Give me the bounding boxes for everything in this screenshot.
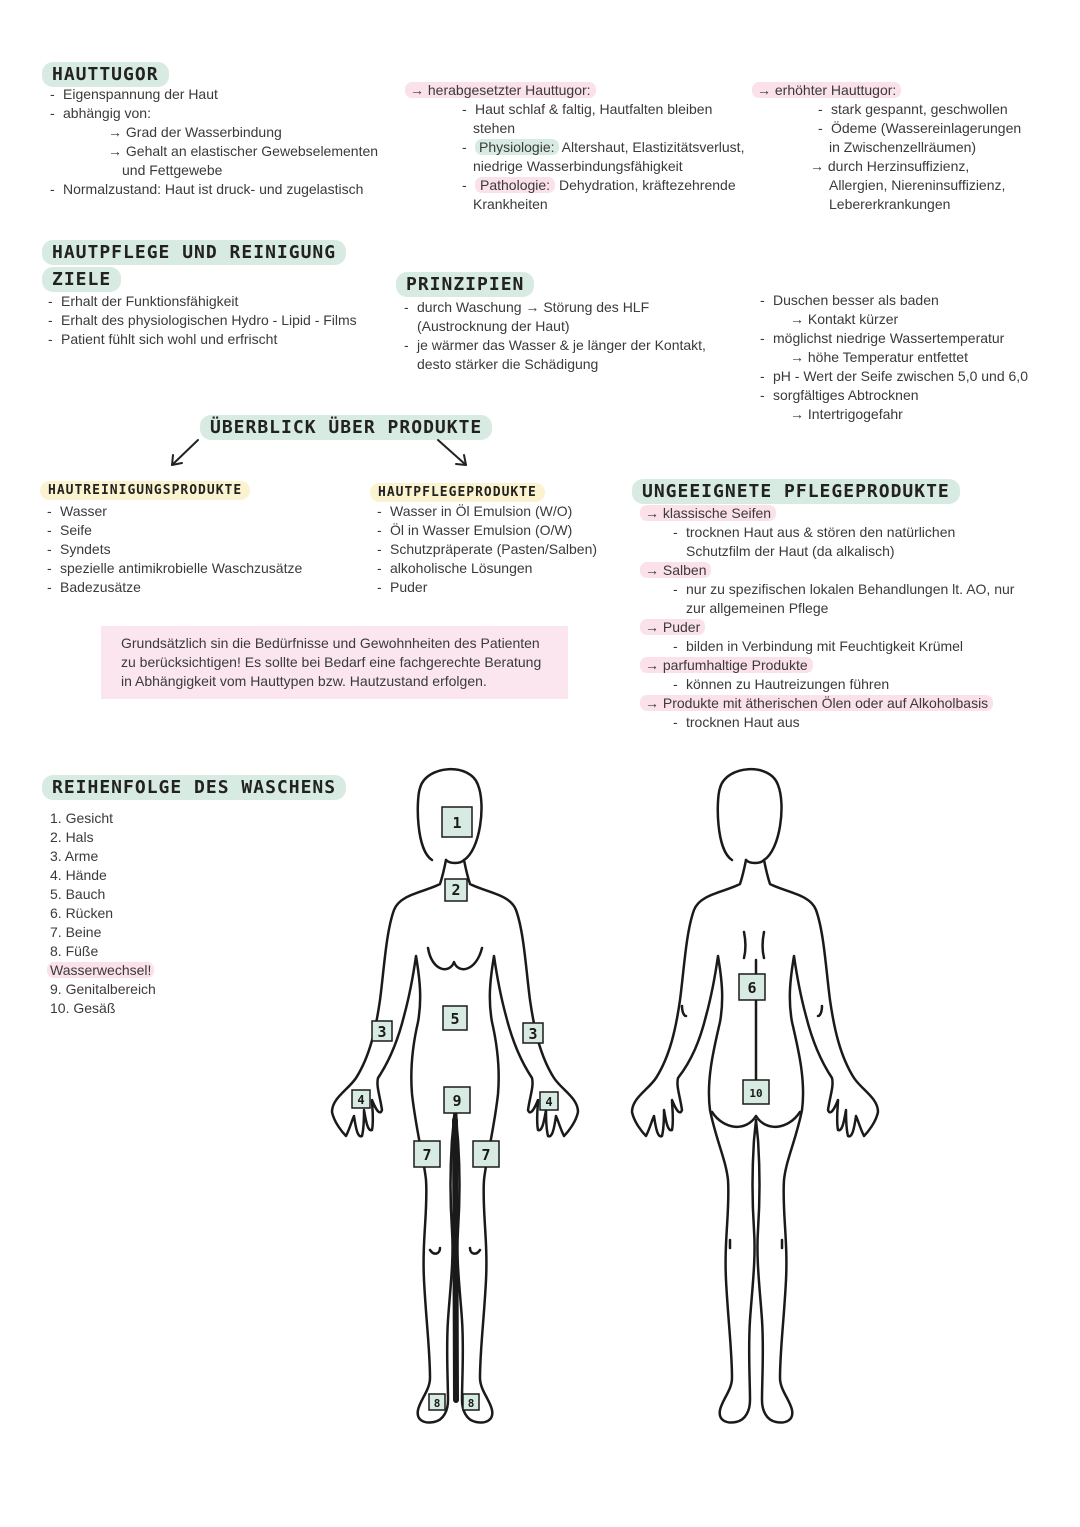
hint-box: Grundsätzlich sin die Bedürfnisse und Gewohnheiten des Patienten zu berücksichtigen! Es sollte bei Bedarf eine fachgerechte Beratung in Abhängigkeit vom Hauttypen bzw. Hautzustand erfolgen. xyxy=(101,626,568,699)
hauttugor-item: - abhängig von: xyxy=(50,104,400,123)
ungeeignet-list xyxy=(640,504,1060,732)
ungeeignet-detail: - können zu Hautreizungen führen xyxy=(673,675,1060,694)
pflegeprodukte-heading-wrap xyxy=(370,483,545,502)
label-arm-left xyxy=(372,1021,392,1041)
ungeeignet-detail: zur allgemeinen Pflege xyxy=(686,600,829,616)
ungeeignet-detail: - trocknen Haut aus & stören den natürlichen xyxy=(673,523,1060,542)
label-back-text: 6 xyxy=(747,979,757,997)
label-leg-left xyxy=(414,1141,440,1167)
label-foot-left-text: 8 xyxy=(433,1397,441,1410)
depends-1: → Grad der Wasserbindung xyxy=(108,124,282,140)
increased-tugor xyxy=(752,81,1052,214)
pflegeprodukt-item: - Schutzpräperate (Pasten/Salben) xyxy=(377,540,637,559)
pflegeprodukt-item: - Öl in Wasser Emulsion (O/W) xyxy=(377,521,637,540)
reduced-line: stehen xyxy=(473,120,516,136)
wasch-step: 9. Genitalbereich xyxy=(50,981,156,997)
label-belly-text: 5 xyxy=(450,1010,460,1028)
label-buttocks xyxy=(743,1080,769,1104)
pflegeprodukt-item: - alkoholische Lösungen xyxy=(377,559,637,578)
ziel-item: - Erhalt der Funktionsfähigkeit xyxy=(48,292,388,311)
regeln-list xyxy=(760,291,1060,424)
label-genital-text: 9 xyxy=(452,1092,462,1110)
reinigung-item: - Badezusätze xyxy=(47,578,347,597)
increased-line: - Ödeme (Wassereinlagerungen xyxy=(818,119,1052,138)
reinigung-heading: HAUTREINIGUNGSPRODUKTE xyxy=(40,481,250,500)
hauttugor-item: - Normalzustand: Haut ist druck- und zugelastisch xyxy=(50,180,400,199)
hauttugor-heading: HAUTTUGOR xyxy=(42,62,169,87)
prinzip-item: desto stärker die Schädigung xyxy=(417,356,599,372)
ziel-item: - Erhalt des physiologischen Hydro - Lipid - Films xyxy=(48,311,388,330)
label-arm-left-text: 3 xyxy=(377,1023,387,1041)
produkte-heading: ÜBERBLICK ÜBER PRODUKTE xyxy=(200,415,492,440)
increased-line: - stark gespannt, geschwollen xyxy=(818,100,1052,119)
regel-item: → höhe Temperatur entfettet xyxy=(790,349,968,365)
physiology-text-2: niedrige Wasserbindungsfähigkeit xyxy=(473,158,683,174)
ziele-list xyxy=(48,292,388,349)
wasch-step: 7. Beine xyxy=(50,924,102,940)
increased-line: in Zwischenzellräumen) xyxy=(829,139,977,155)
label-genital xyxy=(444,1087,470,1113)
label-belly xyxy=(443,1006,467,1030)
reinigung-list xyxy=(47,502,347,597)
overview-arrows xyxy=(160,430,480,475)
ungeeignet-item: → Produkte mit ätherischen Ölen oder auf Alkoholbasis xyxy=(640,695,993,711)
label-buttocks-text: 10 xyxy=(749,1087,763,1100)
ungeeignet-heading: UNGEEIGNETE PFLEGEPRODUKTE xyxy=(632,479,960,504)
pflegeprodukte-heading: HAUTPFLEGEPRODUKTE xyxy=(370,483,545,502)
increased-line: Allergien, Niereninsuffizienz, xyxy=(829,177,1006,193)
wasch-step: 4. Hände xyxy=(50,867,107,883)
label-hand-right xyxy=(540,1092,558,1110)
ungeeignet-heading-wrap xyxy=(632,479,960,504)
physiology-label: Physiologie: xyxy=(475,139,559,155)
physiology-text: Altershaut, Elastizitätsverlust, xyxy=(558,139,745,155)
increased-title: → erhöhter Hauttugor: xyxy=(752,82,901,98)
pflege-heading: HAUTPFLEGE UND REINIGUNG xyxy=(42,240,346,265)
ziele-heading: ZIELE xyxy=(42,267,121,292)
reinigung-item: - Wasser xyxy=(47,502,347,521)
label-back xyxy=(739,974,765,1000)
ungeeignet-detail: - nur zu spezifischen lokalen Behandlungen lt. AO, nur xyxy=(673,580,1060,599)
reduced-physiology xyxy=(462,138,755,157)
label-leg-left-text: 7 xyxy=(422,1146,432,1164)
label-leg-right-text: 7 xyxy=(481,1146,491,1164)
wasch-step: 10. Gesäß xyxy=(50,1000,116,1016)
wasch-step: 3. Arme xyxy=(50,848,99,864)
ungeeignet-detail: - bilden in Verbindung mit Feuchtigkeit Krümel xyxy=(673,637,1060,656)
hauttugor-item: - Eigenspannung der Haut xyxy=(50,85,400,104)
wasch-step: 2. Hals xyxy=(50,829,94,845)
label-foot-left xyxy=(429,1394,445,1410)
prinzipien-list xyxy=(404,298,744,374)
waschen-heading-wrap xyxy=(42,775,346,800)
label-hand-right-text: 4 xyxy=(545,1095,553,1109)
ungeeignet-item: → Salben xyxy=(640,562,711,578)
wasch-step: 8. Füße xyxy=(50,943,99,959)
hauttugor-list xyxy=(50,85,400,199)
reduced-pathology xyxy=(462,176,755,195)
pathology-label: Pathologie: xyxy=(475,177,555,193)
body-diagram xyxy=(320,760,900,1440)
regel-item: → Kontakt kürzer xyxy=(790,311,899,327)
label-hand-left xyxy=(352,1090,370,1108)
arrow-right xyxy=(438,440,466,465)
ziel-item: - Patient fühlt sich wohl und erfrischt xyxy=(48,330,388,349)
ziele-heading-wrap xyxy=(42,267,121,292)
regel-item: - sorgfältiges Abtrocknen xyxy=(760,386,1060,405)
label-arm-right-text: 3 xyxy=(528,1025,538,1043)
ungeeignet-item: → Puder xyxy=(640,619,705,635)
prinzipien-heading-wrap xyxy=(396,272,534,297)
label-foot-right xyxy=(463,1394,479,1410)
reduced-tugor xyxy=(405,81,755,214)
label-arm-right xyxy=(523,1023,543,1043)
reinigung-item: - Syndets xyxy=(47,540,347,559)
regel-item: - möglichst niedrige Wassertemperatur xyxy=(760,329,1060,348)
pathology-text: Dehydration, kräftezehrende xyxy=(555,177,736,193)
pflegeprodukte-list xyxy=(377,502,637,597)
prinzip-item: (Austrocknung der Haut) xyxy=(417,318,570,334)
wasch-step: 5. Bauch xyxy=(50,886,106,902)
pflege-section xyxy=(42,240,346,265)
reinigung-heading-wrap xyxy=(40,481,250,500)
waschen-heading: REIHENFOLGE DES WASCHENS xyxy=(42,775,346,800)
prinzip-item: - durch Waschung → Störung des HLF xyxy=(404,298,744,317)
ungeeignet-detail: - trocknen Haut aus xyxy=(673,713,1060,732)
arrow-left xyxy=(172,440,198,465)
pflegeprodukt-item: - Puder xyxy=(377,578,637,597)
label-foot-right-text: 8 xyxy=(467,1397,475,1410)
label-neck-text: 2 xyxy=(451,881,461,899)
wasch-step: 6. Rücken xyxy=(50,905,114,921)
ungeeignet-item: → parfumhaltige Produkte xyxy=(640,657,813,673)
reduced-line: - Haut schlaf & faltig, Hautfalten bleiben xyxy=(462,100,755,119)
ungeeignet-item: → klassische Seifen xyxy=(640,505,776,521)
water-change: Wasserwechsel! xyxy=(47,962,154,978)
label-leg-right xyxy=(473,1141,499,1167)
regel-item: - Duschen besser als baden xyxy=(760,291,1060,310)
increased-line: Lebererkrankungen xyxy=(829,196,951,212)
reduced-title: → herabgesetzter Hauttugor: xyxy=(405,82,596,98)
ungeeignet-detail: Schutzfilm der Haut (da alkalisch) xyxy=(686,543,895,559)
prinzip-item: - je wärmer das Wasser & je länger der Kontakt, xyxy=(404,336,744,355)
label-head-text: 1 xyxy=(452,814,462,832)
pflegeprodukt-item: - Wasser in Öl Emulsion (W/O) xyxy=(377,502,637,521)
wasch-step: 1. Gesicht xyxy=(50,810,114,826)
reinigung-item: - Seife xyxy=(47,521,347,540)
depends-3: und Fettgewebe xyxy=(122,162,223,178)
label-neck xyxy=(445,879,467,901)
label-head xyxy=(442,807,472,837)
regel-item: - pH - Wert der Seife zwischen 5,0 und 6,0 xyxy=(760,367,1060,386)
reinigung-item: - spezielle antimikrobielle Waschzusätze xyxy=(47,559,347,578)
label-hand-left-text: 4 xyxy=(357,1093,365,1107)
depends-2: → Gehalt an elastischer Gewebselementen xyxy=(108,143,379,159)
pathology-text-2: Krankheiten xyxy=(473,196,548,212)
waschen-list xyxy=(50,809,250,1018)
prinzipien-heading: PRINZIPIEN xyxy=(396,272,534,297)
regel-item: → Intertrigogefahr xyxy=(790,406,903,422)
hauttugor-section xyxy=(42,62,169,87)
increased-line: → durch Herzinsuffizienz, xyxy=(810,158,970,174)
